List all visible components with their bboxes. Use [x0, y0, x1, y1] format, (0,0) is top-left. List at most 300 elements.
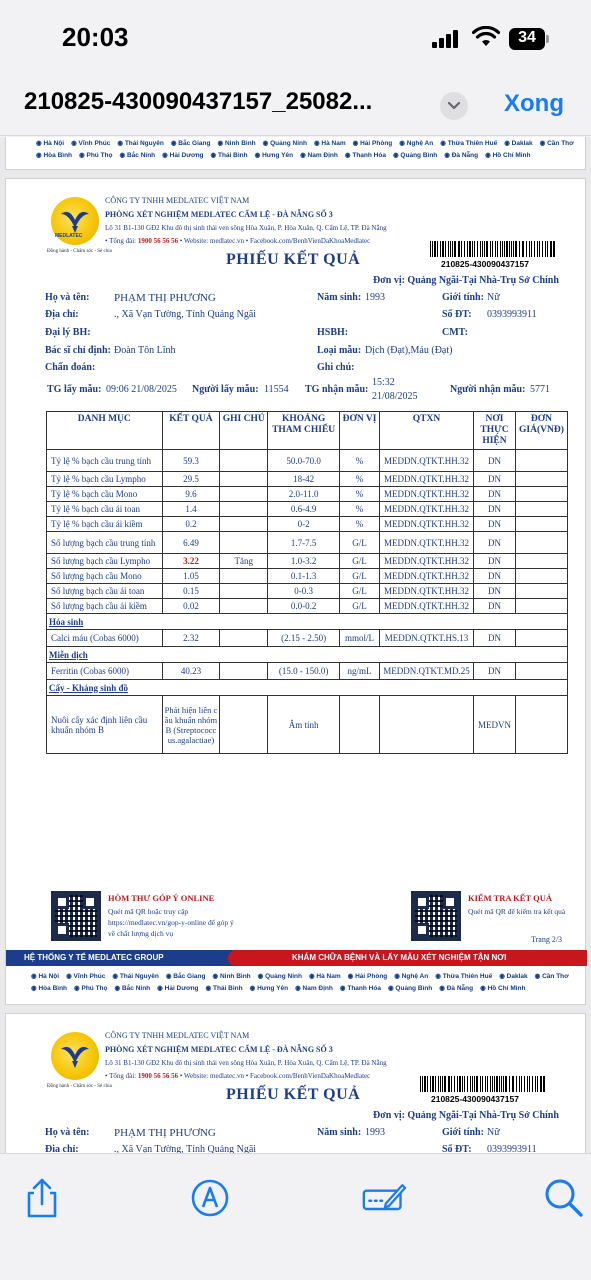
table-cell: %	[340, 487, 380, 502]
feedback-title: HÒM THƯ GÓP Ý ONLINE	[108, 893, 215, 903]
contact-suffix: • Website: medlatec.vn • Facebook.com/BenhVienDaKhoaMedlatec	[179, 237, 371, 245]
bird-logo-icon	[59, 206, 91, 236]
table-cell: 9.6	[162, 487, 220, 502]
branch-name: ◉ Phú Thọ	[79, 152, 113, 159]
lab-name-2: PHÒNG XÉT NGHIỆM MEDLATEC CẨM LỆ - ĐÀ NẴNG SỐ 3	[105, 1045, 333, 1054]
label-address-2	[45, 1144, 79, 1153]
branch-list-footer	[31, 971, 576, 995]
label-phone-2-text: Số ĐT:	[442, 1144, 472, 1153]
band-right: KHÁM CHỮA BỆNH VÀ LẤY MẪU XÉT NGHIỆM TẬN NƠI	[228, 950, 587, 966]
table-cell: G/L	[340, 532, 380, 554]
check-result-text: Quét mã QR để kiểm tra kết quả	[468, 907, 566, 916]
feedback-text: Quét mã QR hoặc truy cập https://medlatec.vn/gop-y-online để góp ý về chất lượng dịch vụ	[108, 907, 234, 938]
branch-name: ◉ Bắc Ninh	[114, 985, 151, 992]
branch-name: ◉ Hồ Chí Minh	[480, 985, 526, 992]
table-cell: DN	[474, 487, 516, 502]
label-name-2	[45, 1127, 89, 1138]
status-bar	[0, 0, 591, 76]
medlatec-logo	[51, 197, 99, 245]
branch-name: ◉ Hải Phòng	[352, 140, 393, 147]
label-hsbh-text: HSBH:	[317, 327, 349, 338]
table-cell: DN	[474, 554, 516, 569]
table-row	[47, 487, 568, 502]
table-cell	[515, 584, 567, 599]
table-cell	[515, 696, 567, 754]
table-cell	[220, 472, 268, 487]
section-row	[47, 647, 568, 663]
label-address	[45, 309, 79, 320]
column-header: KẾT QUẢ	[162, 412, 220, 450]
table-cell: mmol/L	[340, 630, 380, 647]
label-collect-time-text: TG lấy mẫu:	[47, 384, 102, 395]
table-row	[47, 663, 568, 680]
cellular-signal-icon	[432, 30, 462, 48]
branch-name: ◉ Hòa Bình	[36, 152, 73, 159]
value-gender: Nữ	[487, 292, 500, 303]
table-cell: DN	[474, 569, 516, 584]
table-cell: Số lượng bạch cầu Mono	[47, 569, 163, 584]
table-cell: G/L	[340, 584, 380, 599]
table-cell: DN	[474, 630, 516, 647]
table-cell	[515, 450, 567, 472]
branch-name: ◉ Hòa Bình	[31, 985, 68, 992]
table-cell	[515, 630, 567, 647]
branch-name: ◉ Thanh Hóa	[344, 152, 386, 159]
value-gender-2: Nữ	[487, 1127, 500, 1138]
column-header: DANH MỤC	[47, 412, 163, 450]
band-left: HỆ THỐNG Y TẾ MEDLATEC GROUP	[6, 950, 236, 966]
table-cell: Phát hiện liên cầu khuẩn nhóm B (Streptococcus.agalactiae)	[162, 696, 220, 754]
branch-name: ◉ Hà Nam	[313, 140, 346, 147]
table-cell	[340, 696, 380, 754]
hotline-2: 1900 56 56 56	[137, 1072, 179, 1080]
table-cell: %	[340, 450, 380, 472]
branch-row-2	[36, 150, 581, 162]
branch-name: ◉ Nghệ An	[399, 140, 434, 147]
value-receive-time-1: 15:32	[372, 377, 395, 388]
results-table	[46, 411, 568, 754]
label-phone-2	[442, 1144, 472, 1153]
table-cell: 6.49	[162, 532, 220, 554]
lab-contact	[105, 237, 370, 245]
table-cell: Số lượng bạch cầu trung tính	[47, 532, 163, 554]
column-header: ĐƠN GIÁ(VNĐ)	[515, 412, 567, 450]
table-cell	[220, 584, 268, 599]
label-address-text: Địa chỉ:	[45, 309, 79, 320]
table-cell: 2.32	[162, 630, 220, 647]
table-cell: Tỷ lệ % bạch cầu Mono	[47, 487, 163, 502]
barcode-number-2: 210825-430090437157	[431, 1094, 519, 1104]
label-note	[317, 362, 355, 373]
table-cell: 0-2	[268, 517, 340, 532]
section-row	[47, 680, 568, 696]
value-collector: 11554	[264, 384, 289, 395]
form-title: PHIẾU KẾT QUẢ	[226, 251, 361, 268]
column-header: GHI CHÚ	[220, 412, 268, 450]
branch-name: ◉ Nghệ An	[394, 973, 429, 980]
table-cell: ng/mL	[340, 663, 380, 680]
branch-name: ◉ Thái Nguyên	[117, 140, 164, 147]
lab-address: Lô 31 B1-130 GĐ2 Khu đô thị sinh thái ven sông Hòa Xuân, P. Hòa Xuân, Q. Cẩm Lệ, TP. Đà Nẵng	[105, 224, 387, 232]
table-cell: Calci máu (Cobas 6000)	[47, 630, 163, 647]
table-cell: G/L	[340, 554, 380, 569]
company-name: CÔNG TY TNHH MEDLATEC VIỆT NAM	[105, 196, 250, 205]
column-header: NƠI THỰC HIỆN	[474, 412, 516, 450]
done-button[interactable]: Xong	[504, 90, 564, 117]
table-cell: 50.0-70.0	[268, 450, 340, 472]
branch-name: ◉ Hà Nội	[36, 140, 65, 147]
company-name-2: CÔNG TY TNHH MEDLATEC VIỆT NAM	[105, 1031, 250, 1040]
table-cell: Tỷ lệ % bạch cầu Lympho	[47, 472, 163, 487]
battery-icon	[509, 28, 549, 50]
label-phone	[442, 309, 472, 320]
table-row	[47, 599, 568, 614]
column-header: KHOẢNG THAM CHIẾU	[268, 412, 340, 450]
table-header-row	[47, 412, 568, 450]
value-dob-2: 1993	[365, 1127, 385, 1138]
table-cell: MEDDN.QTKT.HS.13	[380, 630, 474, 647]
table-cell	[220, 630, 268, 647]
unit-line-2: Đơn vị: Quảng Ngãi-Tại Nhà-Trụ Sở Chính	[373, 1110, 559, 1121]
value-address: ., Xã Vạn Tường, Tỉnh Quảng Ngãi	[114, 309, 257, 320]
table-cell: Số lượng bạch cầu Lympho	[47, 554, 163, 569]
table-row	[47, 696, 568, 754]
label-sample-type-text: Loại mẫu:	[317, 345, 362, 356]
table-row	[47, 630, 568, 647]
label-name-2-text: Họ và tên:	[45, 1127, 90, 1138]
label-diagnosis-text: Chẩn đoán:	[45, 362, 96, 373]
value-name: PHẠM THỊ PHƯƠNG	[114, 292, 216, 304]
table-cell: 40.23	[162, 663, 220, 680]
table-cell: Miễn dịch	[47, 647, 568, 663]
table-cell: 0.0-0.2	[268, 599, 340, 614]
branch-row-1	[36, 138, 581, 150]
branch-name: ◉ Thái Bình	[210, 152, 248, 159]
table-cell: 0.02	[162, 599, 220, 614]
table-cell	[515, 569, 567, 584]
label-collect-time	[47, 384, 101, 395]
slogan: Đồng hành - Chăm sóc - Sẻ chia	[47, 249, 112, 254]
branch-name: ◉ Nam Định	[300, 152, 338, 159]
label-phone-text: Số ĐT:	[442, 309, 472, 320]
table-cell	[515, 472, 567, 487]
lab-address-2: Lô 31 B1-130 GĐ2 Khu đô thị sinh thái ven sông Hòa Xuân, P. Hòa Xuân, Q. Cẩm Lệ, TP. Đà Nẵng	[105, 1059, 387, 1067]
contact-prefix-2: • Tổng đài:	[105, 1072, 137, 1080]
branch-name: ◉ Hưng Yên	[249, 985, 289, 992]
table-cell	[515, 599, 567, 614]
label-receive-time	[305, 384, 368, 395]
hotline: 1900 56 56 56	[137, 237, 179, 245]
table-cell	[220, 569, 268, 584]
branch-name: ◉ Đà Nẵng	[439, 985, 474, 992]
branch-row-2	[31, 983, 576, 995]
table-cell	[220, 696, 268, 754]
page-3	[5, 1013, 586, 1153]
table-cell: Nuôi cấy xác định liên cầu khuẩn nhóm B	[47, 696, 163, 754]
result-qr-code[interactable]	[411, 891, 461, 941]
label-cmt	[442, 327, 468, 338]
label-collector	[192, 384, 259, 395]
label-agent	[45, 327, 91, 338]
label-agent-text: Đại lý BH:	[45, 327, 91, 338]
table-cell: MEDDN.QTKT.HH.32	[380, 554, 474, 569]
label-doctor	[45, 345, 111, 356]
table-cell: 2.0-11.0	[268, 487, 340, 502]
table-cell: MEDDN.QTKT.HH.32	[380, 599, 474, 614]
label-receiver-text: Người nhận mẫu:	[450, 384, 526, 395]
branch-name: ◉ Vĩnh Phúc	[71, 140, 111, 147]
branch-name: ◉ Daklak	[499, 973, 528, 980]
table-cell	[220, 663, 268, 680]
branch-name: ◉ Cần Thơ	[539, 140, 574, 147]
label-receive-time-text: TG nhận mẫu:	[305, 384, 369, 395]
table-cell: G/L	[340, 599, 380, 614]
label-gender	[442, 292, 484, 303]
table-cell	[220, 599, 268, 614]
table-cell: Số lượng bạch cầu ái toan	[47, 584, 163, 599]
branch-name: ◉ Thái Bình	[205, 985, 243, 992]
table-cell: DN	[474, 472, 516, 487]
value-name-2: PHẠM THỊ PHƯƠNG	[114, 1127, 216, 1139]
table-cell: (2.15 - 2.50)	[268, 630, 340, 647]
section-row	[47, 614, 568, 630]
battery-level: 34	[518, 29, 536, 46]
label-address-2-text: Địa chỉ:	[45, 1144, 79, 1153]
table-cell: MEDDN.QTKT.HH.32	[380, 502, 474, 517]
page-1-bottom	[5, 137, 586, 170]
label-note-text: Ghi chú:	[317, 362, 355, 373]
title-menu-button[interactable]	[440, 92, 468, 120]
table-cell: MEDDN.QTKT.MD.25	[380, 663, 474, 680]
table-cell	[515, 554, 567, 569]
label-dob-2-text: Năm sinh:	[317, 1127, 362, 1138]
table-cell: DN	[474, 532, 516, 554]
table-cell: 3.22	[162, 554, 220, 569]
field-name	[45, 292, 89, 303]
branch-name: ◉ Hải Dương	[157, 985, 199, 992]
table-cell: MEDDN.QTKT.HH.32	[380, 472, 474, 487]
table-cell: 0.1-1.3	[268, 569, 340, 584]
label-doctor-text: Bác sĩ chỉ định:	[45, 345, 111, 356]
value-phone: 0393993911	[487, 309, 537, 320]
table-row	[47, 472, 568, 487]
table-cell: %	[340, 502, 380, 517]
label-sample-type	[317, 345, 361, 356]
table-cell: Hóa sinh	[47, 614, 568, 630]
branch-name: ◉ Hà Nội	[31, 973, 60, 980]
branch-name: ◉ Daklak	[504, 140, 533, 147]
table-cell: 1.7-7.5	[268, 532, 340, 554]
nav-bar	[0, 76, 591, 136]
label-gender-2-text: Giới tính:	[442, 1127, 484, 1138]
wifi-icon	[472, 26, 500, 48]
table-cell: Tỷ lệ % bạch cầu ái kiềm	[47, 517, 163, 532]
branch-name: ◉ Thanh Hóa	[339, 985, 381, 992]
branch-name: ◉ Quảng Ninh	[262, 140, 307, 147]
check-result-title: KIỂM TRA KẾT QUẢ	[468, 893, 552, 903]
table-cell	[515, 517, 567, 532]
table-cell	[515, 663, 567, 680]
table-cell	[515, 502, 567, 517]
lab-contact-2	[105, 1072, 370, 1080]
table-cell	[515, 532, 567, 554]
slogan-2: Đồng hành - Chăm sóc - Sẻ chia	[47, 1084, 112, 1089]
label-name: Họ và tên:	[45, 292, 90, 303]
table-cell: 0.15	[162, 584, 220, 599]
value-receive-time-2: 21/08/2025	[372, 391, 418, 402]
status-time: 20:03	[62, 22, 129, 52]
lab-name: PHÒNG XÉT NGHIỆM MEDLATEC CẨM LỆ - ĐÀ NẴNG SỐ 3	[105, 210, 333, 219]
table-row	[47, 554, 568, 569]
value-sample-type: Dịch (Đạt),Máu (Đạt)	[365, 345, 453, 356]
bottom-toolbar	[0, 1153, 591, 1280]
table-row	[47, 532, 568, 554]
contact-prefix: • Tổng đài:	[105, 237, 137, 245]
value-collect-time: 09:06 21/08/2025	[106, 384, 177, 395]
feedback-qr-code[interactable]	[51, 891, 101, 941]
branch-list	[36, 138, 581, 162]
branch-name: ◉ Phú Thọ	[74, 985, 108, 992]
label-gender-2	[442, 1127, 484, 1138]
table-cell: DN	[474, 450, 516, 472]
table-cell: MEDVN	[474, 696, 516, 754]
contact-suffix-2: • Website: medlatec.vn • Facebook.com/BenhVienDaKhoaMedlatec	[179, 1072, 371, 1080]
branch-name: ◉ Cần Thơ	[534, 973, 569, 980]
label-dob	[317, 292, 361, 303]
page-number: Trang 2/3	[531, 935, 563, 944]
table-cell: %	[340, 517, 380, 532]
table-cell: Số lượng bạch cầu ái kiềm	[47, 599, 163, 614]
table-cell: Ferritin (Cobas 6000)	[47, 663, 163, 680]
branch-name: ◉ Bắc Ninh	[119, 152, 156, 159]
barcode-2	[420, 1076, 546, 1092]
table-cell	[220, 502, 268, 517]
markup-icon[interactable]	[188, 1176, 232, 1220]
branch-name: ◉ Quảng Bình	[387, 985, 433, 992]
label-cmt-text: CMT:	[442, 327, 468, 338]
branch-name: ◉ Hà Nam	[308, 973, 341, 980]
document-title[interactable]: 210825-430090437157_25082...	[24, 88, 373, 115]
table-cell: 1.4	[162, 502, 220, 517]
table-cell: MEDDN.QTKT.HH.32	[380, 584, 474, 599]
table-cell: MEDDN.QTKT.HH.32	[380, 487, 474, 502]
table-cell: 0-0.3	[268, 584, 340, 599]
medlatec-logo-2	[51, 1032, 99, 1080]
table-cell: 1.05	[162, 569, 220, 584]
branch-name: ◉ Hồ Chí Minh	[485, 152, 531, 159]
branch-name: ◉ Hải Dương	[162, 152, 204, 159]
label-dob-2	[317, 1127, 361, 1138]
branch-name: ◉ Bắc Giang	[170, 140, 211, 147]
table-cell: 0.6-4.9	[268, 502, 340, 517]
branch-name: ◉ Thái Nguyên	[112, 973, 159, 980]
table-cell: DN	[474, 584, 516, 599]
table-cell	[380, 696, 474, 754]
value-doctor: Đoàn Tôn Lĩnh	[114, 345, 176, 356]
value-address-2: ., Xã Vạn Tường, Tỉnh Quảng Ngãi	[114, 1144, 257, 1153]
table-cell: 29.5	[162, 472, 220, 487]
table-cell: DN	[474, 517, 516, 532]
table-cell: G/L	[340, 569, 380, 584]
branch-name: ◉ Hưng Yên	[254, 152, 294, 159]
label-dob-text: Năm sinh:	[317, 292, 362, 303]
form-title-2: PHIẾU KẾT QUẢ	[226, 1086, 361, 1103]
table-cell: Tỷ lệ % bạch cầu trung tính	[47, 450, 163, 472]
table-cell: Tăng	[220, 554, 268, 569]
column-header: QTXN	[380, 412, 474, 450]
branch-name: ◉ Hải Phòng	[347, 973, 388, 980]
branch-name: ◉ Quảng Bình	[392, 152, 438, 159]
table-cell: MEDDN.QTKT.HH.32	[380, 517, 474, 532]
table-cell: Âm tính	[268, 696, 340, 754]
chevron-down-icon	[447, 101, 461, 111]
table-cell: 59.3	[162, 450, 220, 472]
branch-name: ◉ Thừa Thiên Huế	[435, 973, 493, 980]
barcode-number: 210825-430090437157	[441, 259, 529, 269]
table-cell	[220, 517, 268, 532]
branch-name: ◉ Ninh Bình	[217, 140, 256, 147]
branch-name: ◉ Vĩnh Phúc	[66, 973, 106, 980]
table-row	[47, 584, 568, 599]
table-cell: 1.0-3.2	[268, 554, 340, 569]
branch-name: ◉ Nam Định	[295, 985, 333, 992]
table-row	[47, 517, 568, 532]
branch-name: ◉ Đà Nẵng	[444, 152, 479, 159]
search-icon[interactable]	[542, 1176, 586, 1220]
table-row	[47, 502, 568, 517]
table-cell: DN	[474, 502, 516, 517]
label-diagnosis	[45, 362, 95, 373]
table-cell: Tỷ lệ % bạch cầu ái toan	[47, 502, 163, 517]
table-cell: 18-42	[268, 472, 340, 487]
table-cell	[515, 487, 567, 502]
table-cell	[220, 532, 268, 554]
label-collector-text: Người lấy mẫu:	[192, 384, 259, 395]
table-cell: DN	[474, 663, 516, 680]
table-cell: MEDDN.QTKT.HH.32	[380, 569, 474, 584]
label-receiver	[450, 384, 525, 395]
table-cell: MEDDN.QTKT.HH.32	[380, 450, 474, 472]
branch-name: ◉ Ninh Bình	[212, 973, 251, 980]
table-cell	[220, 450, 268, 472]
value-phone-2: 0393993911	[487, 1144, 537, 1153]
table-cell	[220, 487, 268, 502]
document-viewer[interactable]	[0, 137, 591, 1153]
unit-line: Đơn vị: Quảng Ngãi-Tại Nhà-Trụ Sở Chính	[373, 275, 559, 286]
share-icon[interactable]	[20, 1176, 64, 1220]
table-cell: 0.2	[162, 517, 220, 532]
label-hsbh	[317, 327, 348, 338]
branch-name: ◉ Quảng Ninh	[257, 973, 302, 980]
table-cell: (15.0 - 150.0)	[268, 663, 340, 680]
table-row	[47, 569, 568, 584]
table-cell: DN	[474, 599, 516, 614]
branch-name: ◉ Thừa Thiên Huế	[440, 140, 498, 147]
bird-logo-icon	[59, 1041, 91, 1071]
branch-row-1	[31, 971, 576, 983]
table-cell: Cấy - Kháng sinh đồ	[47, 680, 568, 696]
barcode-1	[430, 241, 556, 257]
logo-text: MEDLATEC	[55, 233, 83, 239]
value-receiver: 5771	[530, 384, 550, 395]
table-cell: MEDDN.QTKT.HH.32	[380, 532, 474, 554]
signature-icon[interactable]	[362, 1176, 406, 1220]
table-cell: %	[340, 472, 380, 487]
branch-name: ◉ Bắc Giang	[165, 973, 206, 980]
column-header: ĐƠN VỊ	[340, 412, 380, 450]
label-gender-text: Giới tính:	[442, 292, 484, 303]
table-row	[47, 450, 568, 472]
